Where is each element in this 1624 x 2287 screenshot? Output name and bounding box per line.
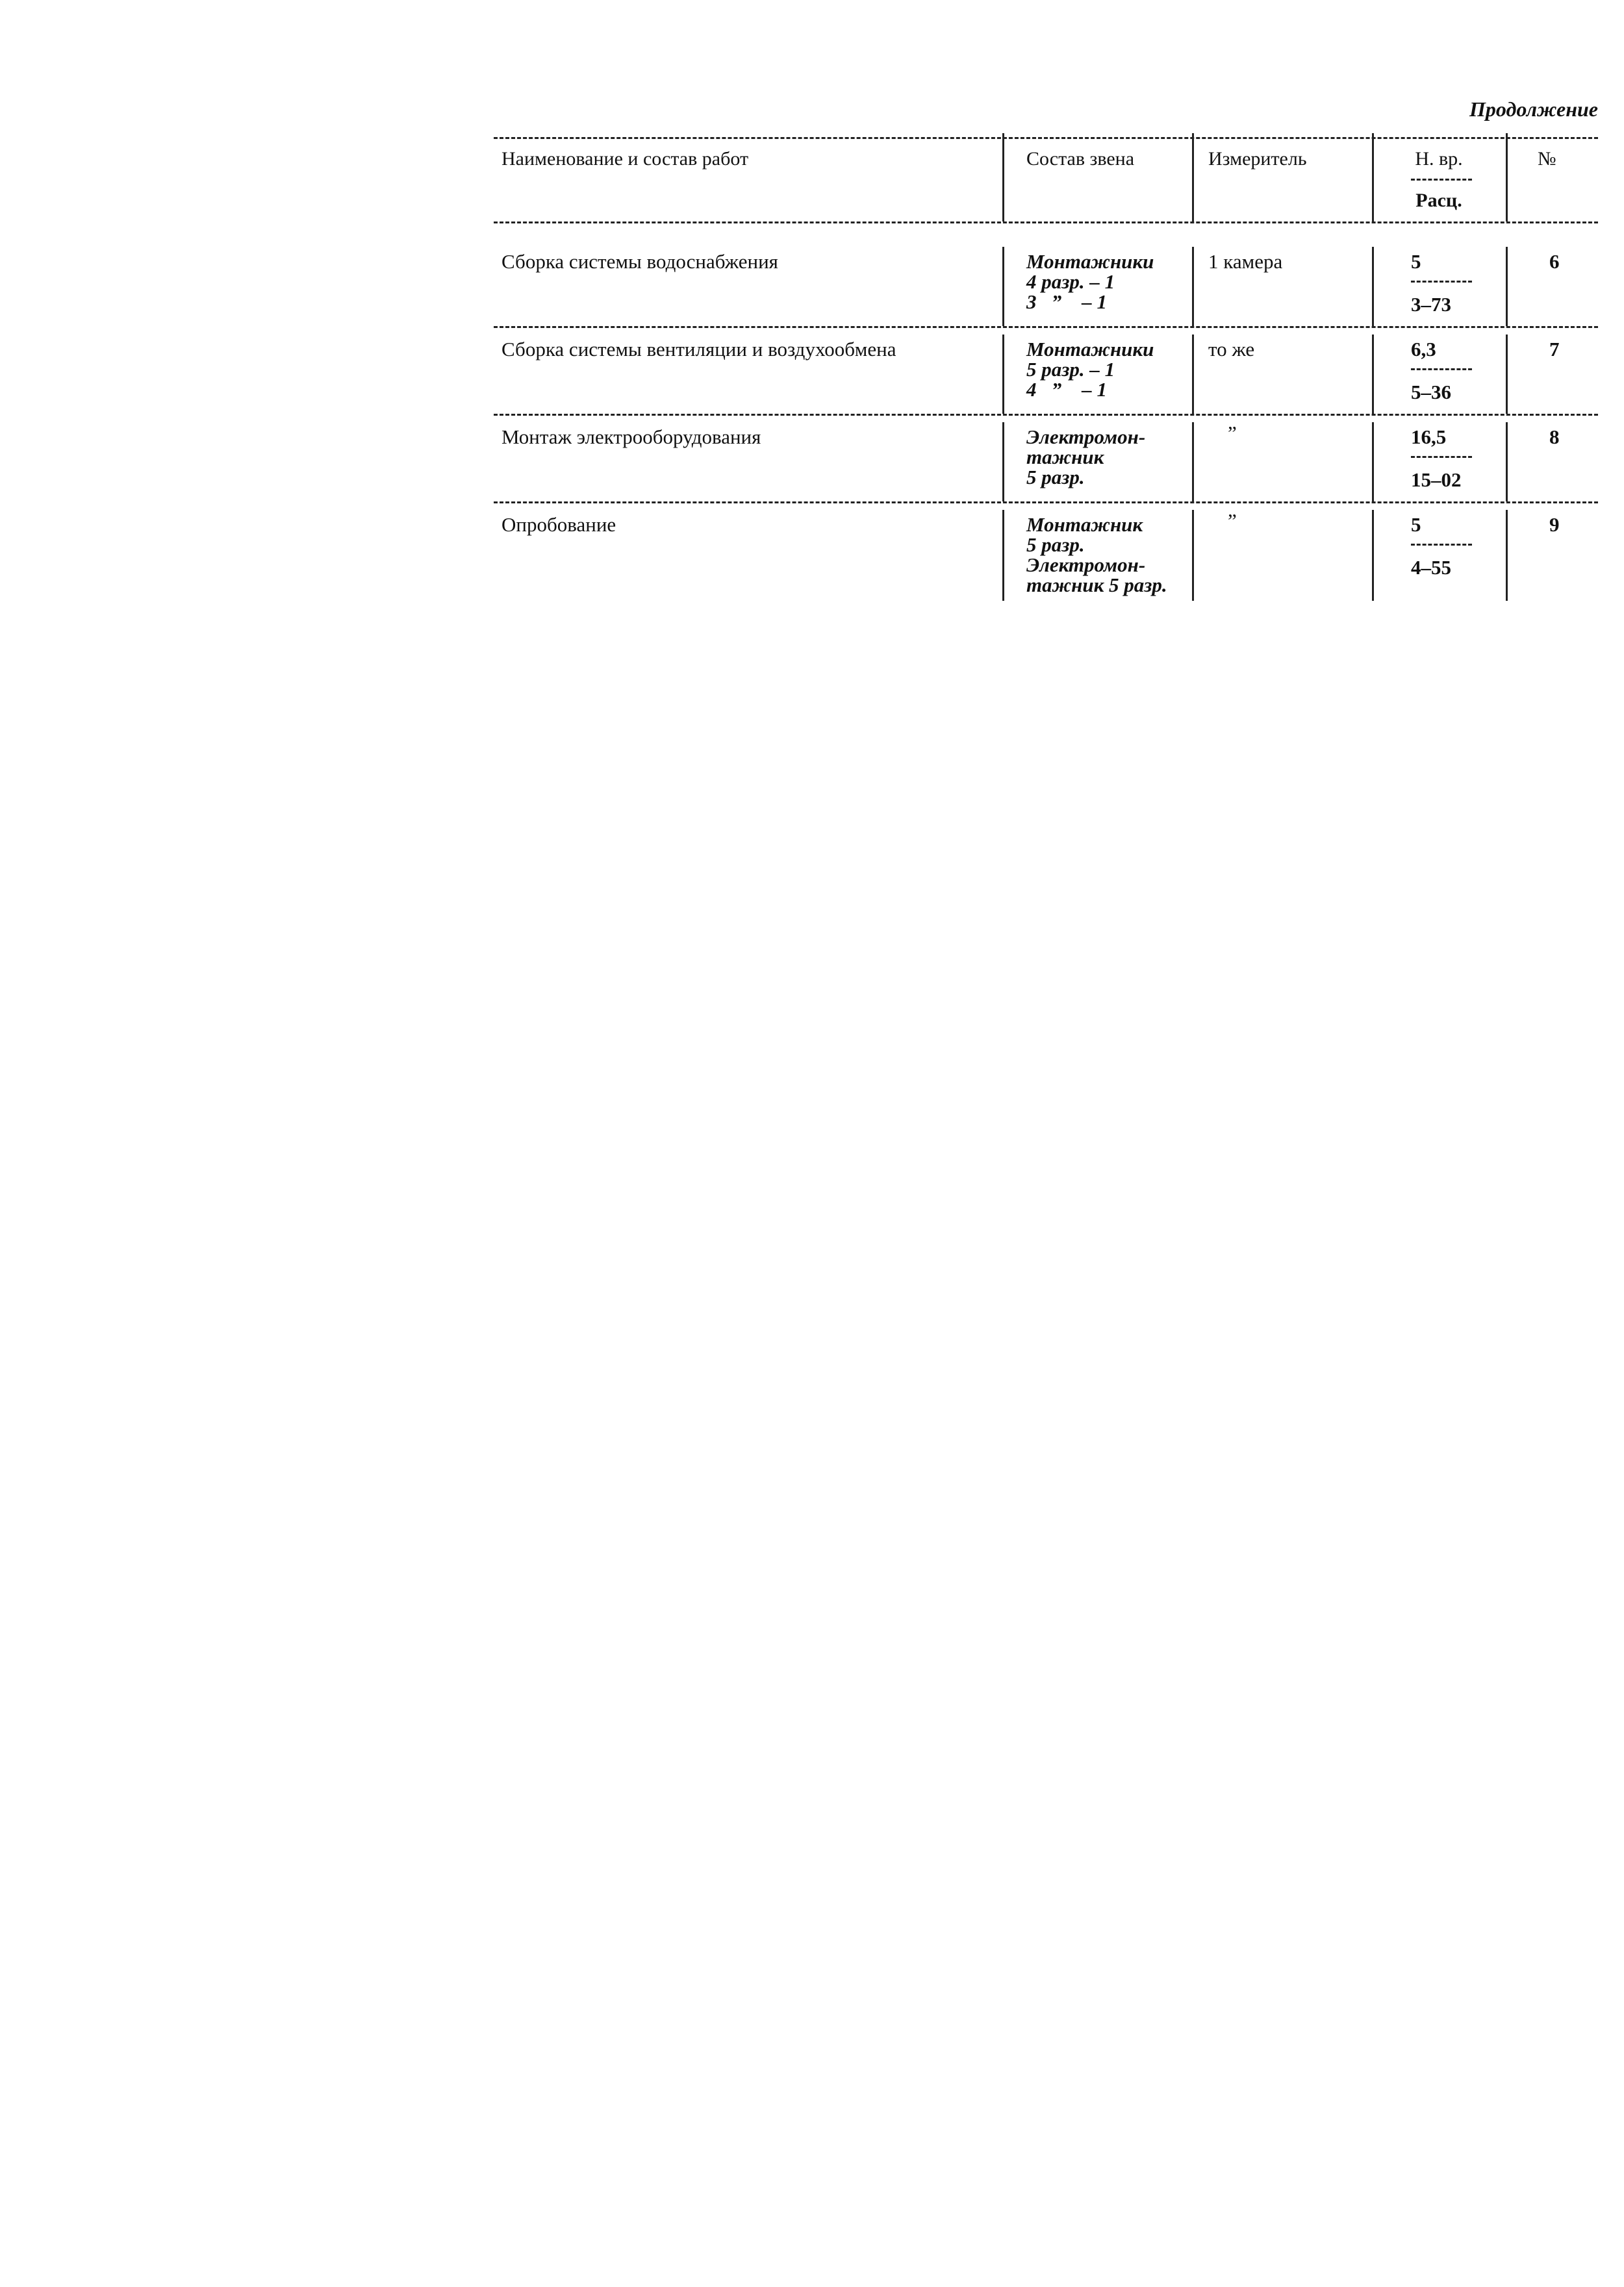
fraction-line <box>1411 456 1472 458</box>
table-row-rate: 4–55 <box>1411 556 1451 579</box>
table-row-norm: 6,3 <box>1411 338 1436 360</box>
table-row-crew: Монтажник 5 разр. Электромон- тажник 5 разр. <box>1026 513 1167 596</box>
row-divider <box>494 414 1598 416</box>
table-row-rate: 5–36 <box>1411 381 1451 403</box>
column-rule <box>1372 510 1374 601</box>
header-work: Наименование и состав работ <box>501 148 749 170</box>
row-divider <box>494 326 1598 328</box>
table-row-crew: Монтажники 5 разр. – 1 4 ” – 1 <box>1026 338 1154 401</box>
column-rule <box>1506 510 1508 601</box>
fraction-line <box>1411 368 1472 370</box>
column-rule <box>1002 247 1004 326</box>
fraction-line <box>1411 544 1472 546</box>
fraction-line <box>1411 281 1472 283</box>
header-rate: Расц. <box>1415 190 1462 211</box>
header-unit: Измеритель <box>1208 148 1307 170</box>
column-rule <box>1192 133 1194 221</box>
column-rule <box>1506 335 1508 414</box>
column-rule <box>1372 247 1374 326</box>
column-rule <box>1192 335 1194 414</box>
table-row-norm: 5 <box>1411 250 1421 273</box>
header-num: № <box>1538 148 1556 170</box>
table-row-work: Сборка системы вентиляции и воздухообмена <box>501 338 896 360</box>
column-rule <box>1192 422 1194 501</box>
column-rule <box>1192 247 1194 326</box>
column-rule <box>1372 335 1374 414</box>
table-row-rate: 15–02 <box>1411 468 1462 491</box>
header-crew: Состав звена <box>1026 148 1135 170</box>
header-norm: Н. вр. <box>1415 148 1463 170</box>
table-row-work: Опробование <box>501 513 616 536</box>
column-rule <box>1002 133 1004 221</box>
column-rule <box>1002 510 1004 601</box>
table-row-num: 7 <box>1549 338 1560 360</box>
header-fraction-line <box>1411 179 1472 181</box>
table-row-work: Сборка системы водоснабжения <box>501 250 778 273</box>
column-rule <box>1506 247 1508 326</box>
row-divider <box>494 501 1598 503</box>
column-rule <box>1506 422 1508 501</box>
column-rule <box>1372 133 1374 221</box>
header-bottom-rule <box>494 221 1598 223</box>
table-row-num: 6 <box>1549 250 1560 273</box>
table-row-rate: 3–73 <box>1411 293 1451 316</box>
table-row-unit: 1 камера <box>1208 250 1283 273</box>
table-row-unit: ” <box>1228 509 1237 532</box>
column-rule <box>1002 335 1004 414</box>
column-rule <box>1192 510 1194 601</box>
table-row-crew: Электромон- тажник 5 разр. <box>1026 425 1146 488</box>
table-row-num: 8 <box>1549 425 1560 448</box>
column-rule <box>1002 422 1004 501</box>
continuation-label: Продолжение <box>1469 97 1598 121</box>
table-row-norm: 5 <box>1411 513 1421 536</box>
table-row-num: 9 <box>1549 513 1560 536</box>
table-row-unit: то же <box>1208 338 1255 360</box>
table-row-work: Монтаж электрооборудования <box>501 425 761 448</box>
table-row-crew: Монтажники 4 разр. – 1 3 ” – 1 <box>1026 250 1154 313</box>
column-rule <box>1506 133 1508 221</box>
column-rule <box>1372 422 1374 501</box>
table-top-rule <box>494 137 1598 139</box>
table-row-unit: ” <box>1228 422 1237 444</box>
table-row-norm: 16,5 <box>1411 425 1447 448</box>
